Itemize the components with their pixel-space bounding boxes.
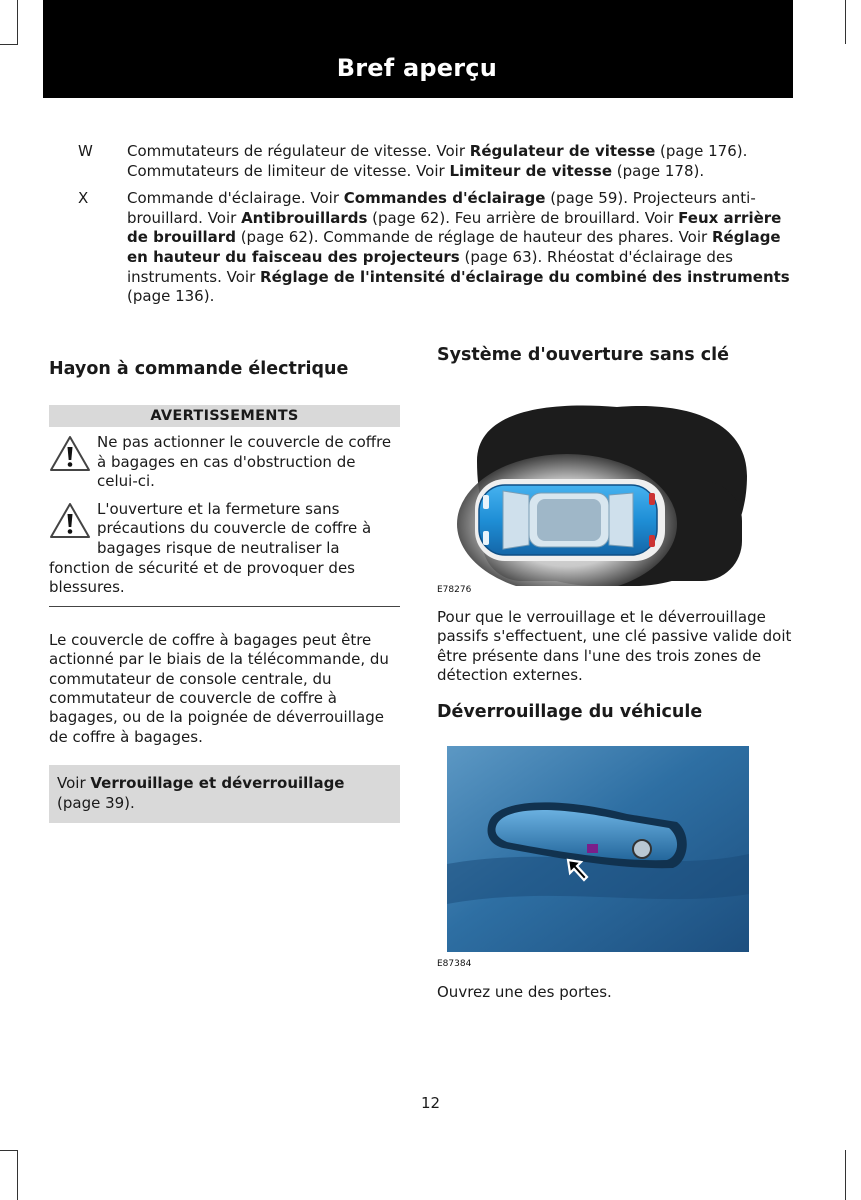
warnings-title: AVERTISSEMENTS [49,405,400,427]
crop-mark [17,1150,18,1200]
keyless-paragraph: Pour que le verrouillage et le déverrouillage passifs s'effectuent, une clé passive valide doit être présente dans l'une des trois zones de détection externes. [437,608,792,685]
text-segment: (page 59). Projecteurs anti-brouillard. Voir [127,189,756,227]
tailgate-paragraph: Le couvercle de coffre à bagages peut être actionné par le biais de la télécommande, du commutateur de console centrale, du commutateur de couvercle de coffre à bagages, ou de la poignée de déverrouillage de coffre à bagages. [49,630,389,746]
item-text [127,189,790,307]
cross-reference-bold: Feux arrière de brouillard [127,208,782,247]
figure-door-handle [437,744,797,954]
text-segment: (page 178). [612,161,705,180]
warning-divider [49,606,400,607]
list-item [78,189,790,307]
text-segment: (page 62). Commande de réglage de hauteur des phares. Voir [235,228,712,247]
warning-triangle-icon [49,502,91,540]
page-number: 12 [420,1094,441,1112]
crop-mark [845,0,846,44]
cross-reference-bold: Réglage de l'intensité d'éclairage du combiné des instruments [260,267,790,286]
page-header [43,0,793,98]
text-segment: (page 63). Rhéostat d'éclairage des instruments. Voir [127,247,733,286]
warning-text: Ne pas actionner le couvercle de coffre à bagages en cas d'obstruction de celui-ci. [97,433,392,491]
cross-reference-note [49,765,400,823]
note-prefix: Voir [57,774,91,793]
section-heading-keyless: Système d'ouverture sans clé [437,345,729,365]
note-link-text: Verrouillage et déverrouillage [90,774,345,793]
cross-reference-bold: Antibrouillards [241,208,368,227]
item-letter: X [78,189,89,208]
cross-reference-bold: Régulateur de vitesse [469,142,656,160]
note-suffix: (page 39). [57,793,135,812]
crop-mark [0,44,18,45]
figure-keyless-zones [437,381,797,586]
keyless-zones-illustration [437,381,797,586]
item-text [127,142,790,181]
crop-mark [0,1150,18,1151]
warning-triangle-icon [49,435,91,473]
crop-mark [845,1150,846,1200]
warning-item [49,500,400,598]
text-segment: (page 136). [127,287,215,306]
crop-mark [17,0,18,44]
car-top-view [479,485,657,555]
figure-caption: E87384 [437,958,472,969]
right-column [437,343,797,1002]
text-segment: Commutateurs de régulateur de vitesse. Voir [127,142,470,160]
cross-reference-bold: Limiteur de vitesse [449,161,612,180]
cross-reference-bold: Réglage en hauteur du faisceau des projecteurs [127,228,781,266]
list-item [78,142,790,181]
text-segment: (page 62). Feu arrière de brouillard. Voir [367,208,679,227]
left-column [49,357,400,823]
text-segment: Commande d'éclairage. Voir [127,189,344,208]
section-heading-tailgate: Hayon à commande électrique [49,359,349,379]
warning-text: L'ouverture et la fermeture sans précautions du couvercle de coffre à bagages risque de neutraliser la fonction de sécurité et de provoquer des blessures. [49,499,372,597]
door-handle-illustration [437,744,797,954]
section-heading-unlock: Déverrouillage du véhicule [437,701,703,722]
legend-list [78,142,790,315]
text-segment: (page 176). Commutateurs de limiteur de vitesse. Voir [127,142,748,180]
cross-reference-bold: Commandes d'éclairage [343,189,546,208]
unlock-paragraph: Ouvrez une des portes. [437,982,612,1001]
warning-item [49,433,400,492]
figure-caption: E78276 [437,585,472,595]
page-title: Bref aperçu [336,54,497,82]
item-letter: W [78,142,93,160]
